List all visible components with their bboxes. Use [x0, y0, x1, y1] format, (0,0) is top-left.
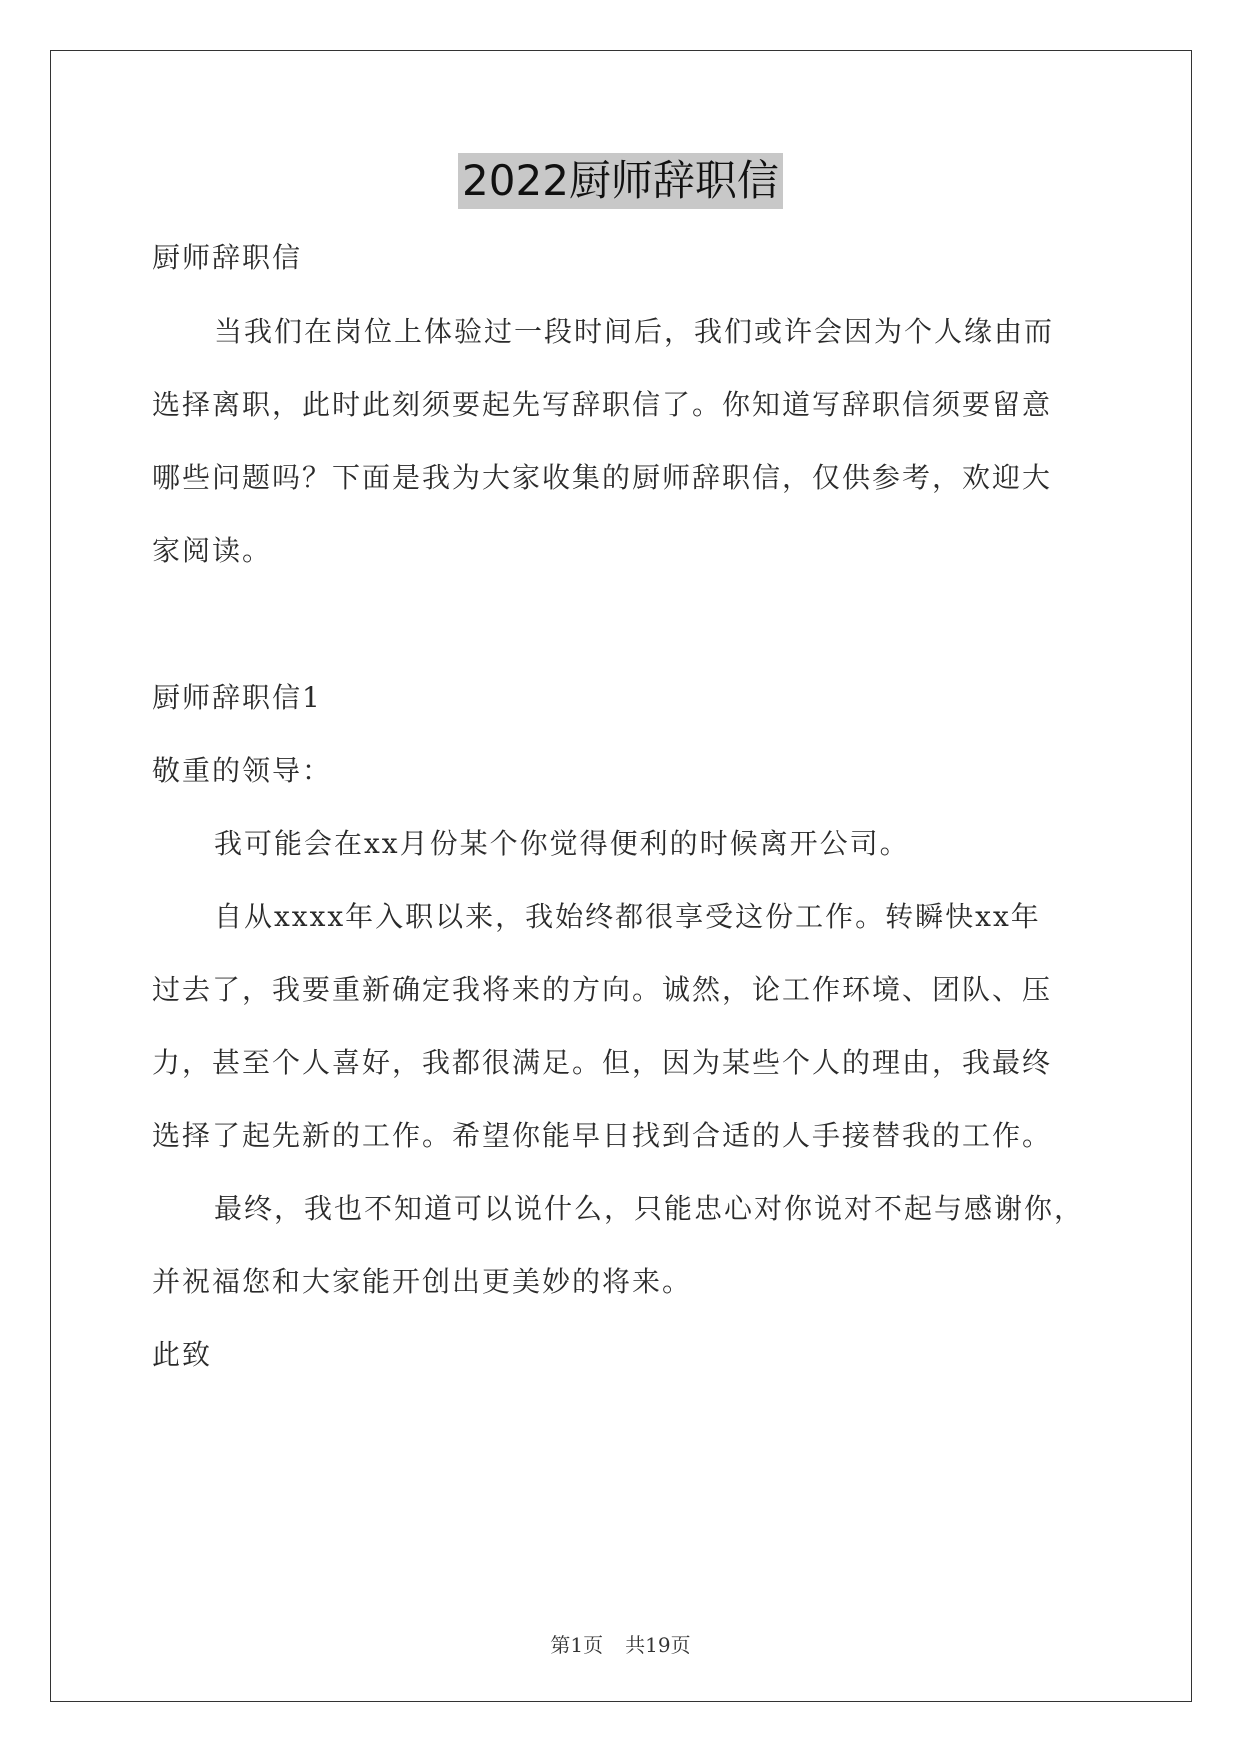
title-block	[0, 153, 1241, 209]
letter-paragraph-3-line-1: 最终，我也不知道可以说什么，只能忠心对你说对不起与感谢你，	[214, 1192, 1085, 1225]
intro-paragraph-line-4: 家阅读。	[152, 534, 273, 567]
intro-paragraph-line-2: 选择离职，此时此刻须要起先写辞职信了。你知道写辞职信须要留意	[152, 388, 1053, 421]
page-footer	[0, 1632, 1241, 1658]
salutation: 敬重的领导：	[152, 754, 333, 787]
page-total: 共19页	[625, 1633, 691, 1657]
letter-paragraph-2-line-3: 力，甚至个人喜好，我都很满足。但，因为某些个人的理由，我最终	[152, 1046, 1053, 1079]
intro-paragraph-line-3: 哪些问题吗？下面是我为大家收集的厨师辞职信，仅供参考，欢迎大	[152, 461, 1053, 494]
letter-paragraph-3-line-2: 并祝福您和大家能开创出更美妙的将来。	[152, 1265, 693, 1298]
letter-paragraph-1: 我可能会在xx月份某个你觉得便利的时候离开公司。	[214, 827, 910, 860]
page-number: 第1页	[550, 1633, 604, 1657]
document-title: 2022厨师辞职信	[458, 153, 783, 209]
section-heading: 厨师辞职信	[152, 241, 303, 274]
letter-paragraph-2-line-2: 过去了，我要重新确定我将来的方向。诚然，论工作环境、团队、压	[152, 973, 1053, 1006]
closing: 此致	[152, 1338, 213, 1371]
intro-paragraph-line-1: 当我们在岗位上体验过一段时间后，我们或许会因为个人缘由而	[214, 315, 1055, 348]
letter-paragraph-2-line-4: 选择了起先新的工作。希望你能早日找到合适的人手接替我的工作。	[152, 1119, 1053, 1152]
letter-1-heading: 厨师辞职信1	[152, 681, 322, 714]
letter-paragraph-2-line-1: 自从xxxx年入职以来，我始终都很享受这份工作。转瞬快xx年	[214, 900, 1041, 933]
page-border	[50, 50, 1192, 1702]
